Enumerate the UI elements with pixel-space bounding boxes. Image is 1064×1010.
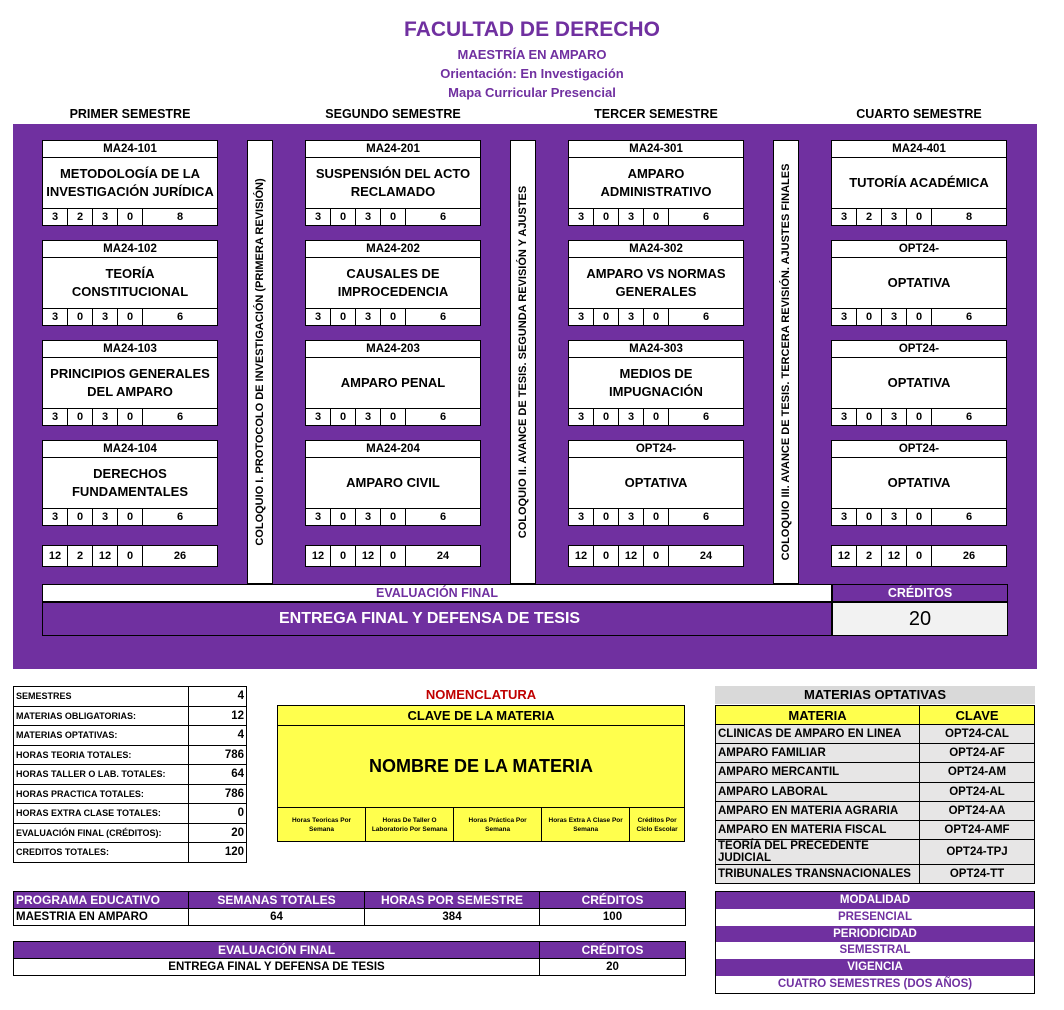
optativa-clave: OPT24-TT [920,865,1035,884]
creditos-value: 100 [540,909,686,926]
semester-total-cell: 0 [381,546,406,566]
programa-header: PROGRAMA EDUCATIVO [14,892,189,909]
course-hour-cell: 6 [439,411,447,423]
semester-total-cell: 26 [962,550,976,562]
course-name: OPTATIVA [887,475,951,490]
course-hour-cell: 3 [356,409,381,425]
course-name: MEDIOS DE IMPUGNACIÓN [609,366,703,399]
semester-totals [42,545,218,567]
semester-2-header: SEGUNDO SEMESTRE [325,107,461,121]
course-hour-cell: 6 [965,511,973,523]
course-hour-cell: 3 [356,509,381,525]
semester-3-header: TERCER SEMESTRE [594,107,718,121]
course-hours [306,308,480,325]
horas-header: HORAS POR SEMESTRE [365,892,540,909]
course-hour-cell: 3 [93,309,118,325]
course-card [831,140,1007,226]
course-hours [569,308,743,325]
optativa-materia: TRIBUNALES TRANSNACIONALES [716,865,920,884]
course-hour-cell: 3 [832,509,857,525]
course-hour-cell: 3 [882,209,907,225]
semanas-header: SEMANAS TOTALES [189,892,365,909]
semester-total-cell: 12 [43,546,68,566]
summary-value: 4 [189,687,247,707]
course-hour-cell: 6 [176,511,184,523]
course-hour-cell: 6 [702,411,710,423]
legend-taller: Horas De Taller O Laboratorio Por Semana [366,808,454,841]
semester-total-cell: 12 [832,546,857,566]
course-hour-cell: 0 [331,209,356,225]
optativa-row [716,840,1035,865]
optativa-row [716,725,1035,744]
summary-row [14,843,247,863]
semester-totals [305,545,481,567]
course-hour-cell: 6 [965,311,973,323]
course-hour-cell: 3 [93,409,118,425]
course-card [568,240,744,326]
course-hour-cell: 3 [882,409,907,425]
semester-total-cell: 12 [93,546,118,566]
summary-row [14,823,247,843]
course-name: CAUSALES DE IMPROCEDENCIA [337,266,449,299]
optativas-col-clave: CLAVE [920,706,1035,725]
final-eval-credits: 20 [832,602,1008,636]
modalidad-value: PRESENCIAL [716,909,1034,926]
optativa-materia: CLINICAS DE AMPARO EN LINEA [716,725,920,744]
summary-label: HORAS EXTRA CLASE TOTALES: [14,804,189,824]
summary-label: SEMESTRES [14,687,189,707]
optativa-clave: OPT24-AL [920,782,1035,801]
course-hour-cell: 6 [702,211,710,223]
course-code: MA24-201 [306,141,480,158]
course-card [42,340,218,426]
course-hour-cell: 3 [356,309,381,325]
course-code: MA24-303 [569,341,743,358]
course-hour-cell: 3 [569,309,594,325]
course-name: PRINCIPIOS GENERALES DEL AMPARO [50,366,210,399]
course-hours [832,308,1006,325]
summary-value: 12 [189,706,247,726]
course-hour-cell: 0 [381,209,406,225]
course-name: METODOLOGÍA DE LA INVESTIGACIÓN JURÍDICA [46,166,214,199]
semanas-value: 64 [189,909,365,926]
course-hour-cell: 3 [832,209,857,225]
course-code: OPT24- [832,341,1006,358]
evaluacion-creditos-header: CRÉDITOS [540,942,686,959]
course-code: MA24-104 [43,441,217,458]
course-hour-cell: 0 [644,409,669,425]
semester-total-cell: 12 [882,546,907,566]
course-hour-cell: 0 [907,309,932,325]
legend-teoria: Horas Teoricas Por Semana [278,808,366,841]
course-hour-cell: 3 [306,509,331,525]
course-hours [43,508,217,525]
semester-total-cell: 12 [619,546,644,566]
optativa-clave: OPT24-TPJ [920,840,1035,865]
optativa-materia: AMPARO EN MATERIA FISCAL [716,820,920,839]
optativa-row [716,801,1035,820]
summary-label: MATERIAS OBLIGATORIAS: [14,706,189,726]
course-hour-cell: 0 [118,209,143,225]
summary-label: EVALUACIÓN FINAL (CRÉDITOS): [14,823,189,843]
summary-row [14,726,247,746]
course-name: TUTORÍA ACADÉMICA [849,175,989,190]
optativa-materia: AMPARO MERCANTIL [716,763,920,782]
course-hour-cell: 0 [907,209,932,225]
course-hour-cell: 6 [439,511,447,523]
optativa-materia: AMPARO EN MATERIA AGRARIA [716,801,920,820]
summary-label: CREDITOS TOTALES: [14,843,189,863]
course-name: SUSPENSIÓN DEL ACTO RECLAMADO [315,166,471,199]
course-card [305,140,481,226]
semester-total-cell: 12 [306,546,331,566]
evaluacion-creditos-value: 20 [540,959,686,976]
optativa-row [716,744,1035,763]
course-card [305,440,481,526]
course-code: MA24-103 [43,341,217,358]
legend-extra: Horas Extra A Clase Por Semana [542,808,630,841]
course-hour-cell: 3 [569,509,594,525]
course-name: TEORÍA CONSTITUCIONAL [71,266,189,299]
periodicidad-label: PERIODICIDAD [716,926,1034,943]
course-name: AMPARO PENAL [340,375,446,390]
course-hour-cell: 0 [644,209,669,225]
evaluacion-header: EVALUACIÓN FINAL [14,942,540,959]
course-code: MA24-101 [43,141,217,158]
course-name: OPTATIVA [887,375,951,390]
course-code: MA24-301 [569,141,743,158]
course-hours [43,308,217,325]
summary-label: HORAS TALLER O LAB. TOTALES: [14,765,189,785]
course-hour-cell: 3 [569,209,594,225]
orientation: Orientación: En Investigación [440,66,624,81]
course-hour-cell: 0 [118,509,143,525]
course-code: OPT24- [569,441,743,458]
course-card [568,440,744,526]
semester-total-cell: 24 [436,550,450,562]
optativa-materia: AMPARO FAMILIAR [716,744,920,763]
course-hour-cell: 0 [594,409,619,425]
course-hour-cell: 3 [306,309,331,325]
course-hours [43,408,217,425]
course-hours [306,508,480,525]
summary-value: 4 [189,726,247,746]
course-code: MA24-401 [832,141,1006,158]
course-hours [832,208,1006,225]
course-hour-cell: 3 [619,409,644,425]
course-code: MA24-204 [306,441,480,458]
summary-row [14,687,247,707]
optativa-clave: OPT24-AA [920,801,1035,820]
course-code: MA24-203 [306,341,480,358]
course-hour-cell: 2 [68,209,93,225]
course-name: DERECHOS FUNDAMENTALES [71,466,189,499]
summary-value: 64 [189,765,247,785]
course-card [305,240,481,326]
final-eval-credits-label: CRÉDITOS [832,584,1008,602]
course-card [831,340,1007,426]
course-hour-cell: 0 [594,309,619,325]
modalidad-box [715,891,1035,994]
optativa-clave: OPT24-AMF [920,820,1035,839]
semester-totals [568,545,744,567]
course-hour-cell: 6 [702,511,710,523]
course-name: AMPARO CIVIL [346,475,440,490]
course-code: MA24-102 [43,241,217,258]
periodicidad-value: SEMESTRAL [716,942,1034,959]
course-hours [306,408,480,425]
course-hour-cell: 3 [43,309,68,325]
course-hour-cell: 0 [68,409,93,425]
summary-value: 786 [189,784,247,804]
summary-label: HORAS TEORIA TOTALES: [14,745,189,765]
course-hour-cell: 3 [43,509,68,525]
course-hour-cell: 0 [907,509,932,525]
course-hour-cell: 6 [439,211,447,223]
map-type: Mapa Curricular Presencial [448,85,616,100]
course-card [42,240,218,326]
semester-total-cell: 2 [857,546,882,566]
course-hour-cell: 3 [619,309,644,325]
legend-practica: Horas Práctica Por Semana [454,808,542,841]
programa-table [13,891,686,926]
nomenclatura-nombre: NOMBRE DE LA MATERIA [278,726,684,808]
nomenclatura-clave: CLAVE DE LA MATERIA [278,706,684,726]
semester-total-cell: 0 [907,546,932,566]
semester-total-cell: 26 [173,550,187,562]
course-hours [832,408,1006,425]
course-hour-cell: 0 [644,309,669,325]
semester-total-cell: 0 [594,546,619,566]
course-name: OPTATIVA [624,475,688,490]
semester-total-cell: 0 [644,546,669,566]
coloquio-3-label: COLOQUIO III. AVANCE DE TESIS. TERCERA REVISIÓN. AJUSTES FINALES [780,163,792,561]
optativa-row [716,763,1035,782]
course-hour-cell: 3 [43,209,68,225]
optativas-table [715,705,1035,884]
course-hour-cell: 3 [306,209,331,225]
course-hour-cell: 0 [331,409,356,425]
programa-value: MAESTRIA EN AMPARO [14,909,189,926]
semester-1-header: PRIMER SEMESTRE [69,107,191,121]
course-hour-cell: 3 [882,509,907,525]
optativa-clave: OPT24-CAL [920,725,1035,744]
course-hour-cell: 2 [857,209,882,225]
course-hour-cell: 0 [857,309,882,325]
optativa-materia: AMPARO LABORAL [716,782,920,801]
course-hour-cell: 6 [965,411,973,423]
course-hour-cell: 0 [857,409,882,425]
course-hour-cell: 0 [68,309,93,325]
course-code: OPT24- [832,441,1006,458]
summary-label: HORAS PRACTICA TOTALES: [14,784,189,804]
optativas-col-materia: MATERIA [716,706,920,725]
course-hours [43,208,217,225]
summary-value: 786 [189,745,247,765]
course-hour-cell: 0 [381,309,406,325]
course-hour-cell: 0 [644,509,669,525]
summary-value: 20 [189,823,247,843]
course-hour-cell: 3 [619,209,644,225]
course-hour-cell: 0 [118,409,143,425]
course-hour-cell: 6 [176,311,184,323]
semester-total-cell: 12 [569,546,594,566]
optativa-materia: TEORÍA DEL PRECEDENTE JUDICIAL [716,840,920,865]
course-name: AMPARO ADMINISTRATIVO [600,166,712,199]
semester-total-cell: 0 [331,546,356,566]
semester-total-cell: 2 [68,546,93,566]
course-hour-cell: 0 [118,309,143,325]
summary-row [14,784,247,804]
course-hour-cell: 0 [381,409,406,425]
course-hours [306,208,480,225]
semester-total-cell: 12 [356,546,381,566]
course-hour-cell: 3 [832,309,857,325]
horas-value: 384 [365,909,540,926]
course-hour-cell: 0 [594,509,619,525]
summary-value: 0 [189,804,247,824]
coloquio-1-label: COLOQUIO I. PROTOCOLO DE INVESTIGACIÓN (PRIMERA REVISIÓN) [254,178,266,546]
semester-total-cell: 24 [699,550,713,562]
course-hour-cell: 6 [176,411,184,423]
optativa-row [716,782,1035,801]
course-hour-cell: 0 [68,509,93,525]
optativa-row [716,820,1035,839]
course-hour-cell: 3 [832,409,857,425]
summary-row [14,745,247,765]
evaluacion-value: ENTREGA FINAL Y DEFENSA DE TESIS [14,959,540,976]
modalidad-label: MODALIDAD [716,892,1034,909]
coloquio-2-label: COLOQUIO II. AVANCE DE TESIS. SEGUNDA REVISIÓN Y AJUSTES [517,185,529,539]
summary-row [14,706,247,726]
summary-row [14,765,247,785]
course-hour-cell: 8 [176,211,184,223]
course-hour-cell: 3 [356,209,381,225]
course-hour-cell: 8 [965,211,973,223]
course-hour-cell: 0 [857,509,882,525]
semester-4-header: CUARTO SEMESTRE [856,107,982,121]
coloquio-3 [773,140,799,584]
optativas-title: MATERIAS OPTATIVAS [715,686,1035,704]
summary-label: MATERIAS OPTATIVAS: [14,726,189,746]
course-card [42,440,218,526]
course-hour-cell: 6 [439,311,447,323]
course-hours [832,508,1006,525]
optativa-clave: OPT24-AM [920,763,1035,782]
nomenclatura-legend [278,808,684,841]
course-card [568,140,744,226]
final-eval-name: ENTREGA FINAL Y DEFENSA DE TESIS [42,602,832,636]
course-hour-cell: 3 [619,509,644,525]
course-name: OPTATIVA [887,275,951,290]
coloquio-2 [510,140,536,584]
course-hour-cell: 0 [331,509,356,525]
vigencia-value: CUATRO SEMESTRES (DOS AÑOS) [716,976,1034,993]
course-hour-cell: 3 [306,409,331,425]
course-card [831,440,1007,526]
evaluacion-table [13,941,686,976]
page-title: FACULTAD DE DERECHO [404,18,660,41]
optativa-row [716,865,1035,884]
course-code: OPT24- [832,241,1006,258]
course-code: MA24-202 [306,241,480,258]
course-hour-cell: 3 [569,409,594,425]
summary-row [14,804,247,824]
course-hour-cell: 3 [93,509,118,525]
course-name: AMPARO VS NORMAS GENERALES [586,266,726,299]
program-name: MAESTRÍA EN AMPARO [457,47,607,62]
nomenclatura-box [277,705,685,842]
course-card [305,340,481,426]
legend-creditos: Créditos Por Ciclo Escolar [636,816,678,833]
final-eval-label: EVALUACIÓN FINAL [42,584,832,602]
course-hours [569,408,743,425]
course-hour-cell: 6 [702,311,710,323]
course-hour-cell: 0 [594,209,619,225]
nomenclatura-title: NOMENCLATURA [425,687,537,702]
course-code: MA24-302 [569,241,743,258]
course-hour-cell: 3 [93,209,118,225]
course-card [42,140,218,226]
summary-value: 120 [189,843,247,863]
optativa-clave: OPT24-AF [920,744,1035,763]
vigencia-label: VIGENCIA [716,959,1034,976]
course-hours [569,508,743,525]
semester-total-cell: 0 [118,546,143,566]
course-hour-cell: 0 [331,309,356,325]
course-hour-cell: 3 [43,409,68,425]
course-hour-cell: 3 [882,309,907,325]
course-card [568,340,744,426]
coloquio-1 [247,140,273,584]
summary-table [13,686,247,863]
semester-totals [831,545,1007,567]
course-hour-cell: 0 [907,409,932,425]
creditos-header: CRÉDITOS [540,892,686,909]
course-hours [569,208,743,225]
course-hour-cell: 0 [381,509,406,525]
course-card [831,240,1007,326]
